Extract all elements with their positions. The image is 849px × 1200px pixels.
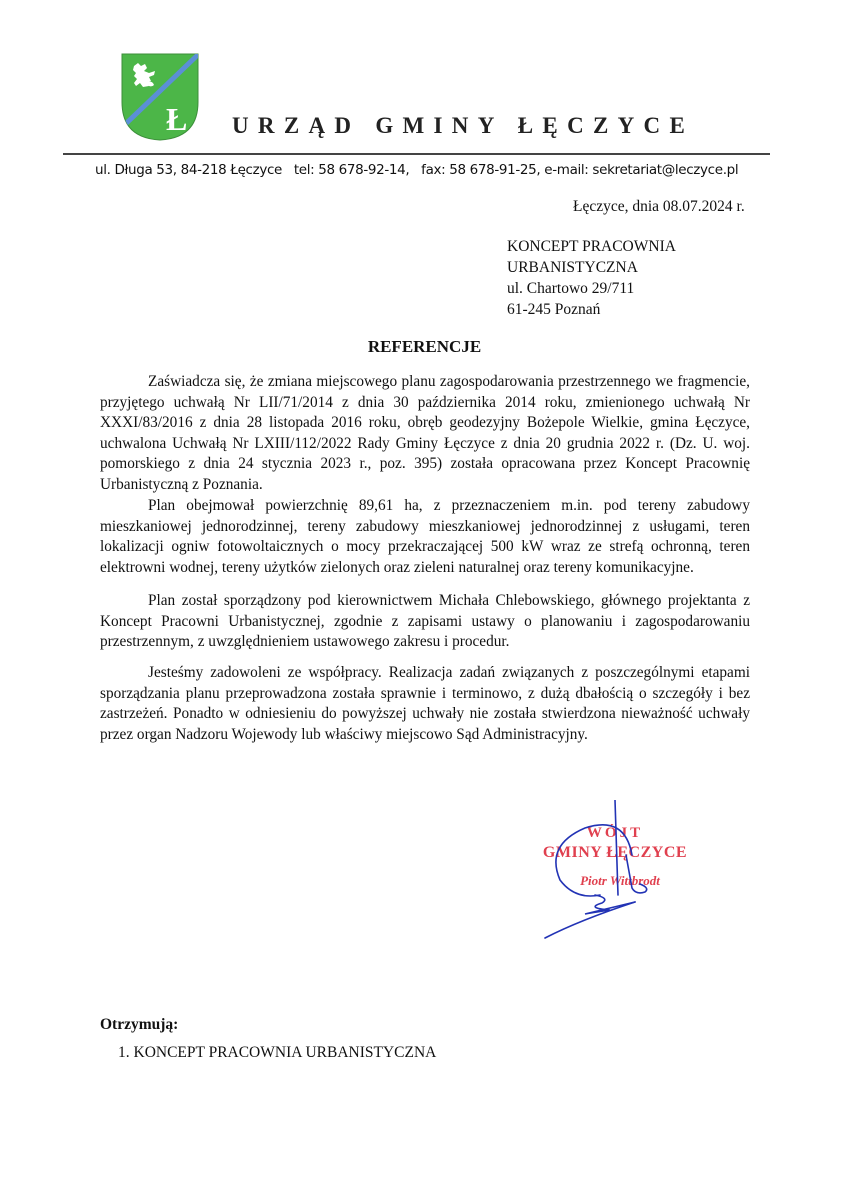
coat-of-arms-icon [120, 52, 200, 142]
recipient-line: URBANISTYCZNA [507, 259, 638, 276]
official-stamp [500, 800, 730, 950]
crest-letter-icon: Ł [166, 101, 188, 137]
contact-line: ul. Długa 53, 84-218 Łęczyce tel: 58 678-92-14, fax: 58 678-91-25, e-mail: sekretariat@leczyce.pl [95, 162, 739, 178]
date-line: Łęczyce, dnia 08.07.2024 r. [573, 198, 745, 215]
letterhead-divider [63, 153, 770, 155]
stamp-line-2: GMINY ŁĘCZYCE [542, 844, 688, 861]
document-title: REFERENCJE [367, 337, 482, 356]
handwritten-signature-icon [545, 800, 647, 938]
organization-name: URZĄD GMINY ŁĘCZYCE [232, 113, 695, 138]
recipient-line: 61-245 Poznań [507, 301, 601, 318]
paragraph-satisfaction: Jesteśmy zadowoleni ze współpracy. Realizacja zadań związanych z poszczególnymi etapami sporządzania planu przeprowadzona została sprawnie i terminowo, z dużą dbałością o szczegóły i bez zastrzeżeń. Ponadto w odniesieniu do powyższej uchwały nie została stwierdzona nieważność uchwały przez organ Nadzoru Wojewody lub właściwy miejscowo Sąd Administracyjny. [100, 664, 750, 743]
recipients-label: Otrzymują: [100, 1016, 179, 1033]
recipient-line: KONCEPT PRACOWNIA [507, 238, 676, 255]
recipient-address [507, 236, 676, 320]
stamp-line-1: WÓJT [586, 825, 644, 841]
paragraph-certification: Zaświadcza się, że zmiana miejscowego planu zagospodarowania przestrzennego we fragmencie, przyjętego uchwałą Nr LII/71/2014 z dnia 30 października 2014 roku, zmienionego uchwałą Nr XXXI/83/2016 z dnia 28 listopada 2016 roku, obręb geodezyjny Bożepole Wielkie, gmina Łęczyce, uchwalona Uchwałą Nr LXIII/112/2022 Rady Gminy Łęczyce z dnia 20 grudnia 2022 r. (Dz. U. woj. pomorskiego z dnia 24 stycznia 2023 r., poz. 395) została opracowana przez Koncept Pracownię Urbanistyczną z Poznania. [100, 373, 750, 493]
recipient-line: ul. Chartowo 29/711 [507, 280, 635, 297]
paragraph-plan-author: Plan został sporządzony pod kierownictwem Michała Chlebowskiego, głównego projektanta z Koncept Pracowni Urbanistycznej, zgodnie z zapisami ustawy o planowaniu i zagospodarowaniu przestrzennym, z uwzględnieniem ustawowego zakresu i procedur. [100, 592, 750, 650]
recipients-list [118, 1044, 436, 1062]
stamp-name: Piotr Wittbrodt [580, 873, 660, 888]
paragraph-plan-scope: Plan obejmował powierzchnię 89,61 ha, z przeznaczeniem m.in. pod tereny zabudowy mieszkaniowej jednorodzinnej, tereny zabudowy mieszkaniowej jednorodzinnej z usługami, teren lokalizacji ogniw fotowoltaicznych o mocy przekraczającej 500 kW wraz ze strefą ochronną, teren elektrowni wodnej, tereny użytków zielonych oraz zieleni naturalnej oraz tereny komunikacyjne. [100, 497, 750, 576]
recipients-list-item: 1. KONCEPT PRACOWNIA URBANISTYCZNA [118, 1044, 437, 1061]
